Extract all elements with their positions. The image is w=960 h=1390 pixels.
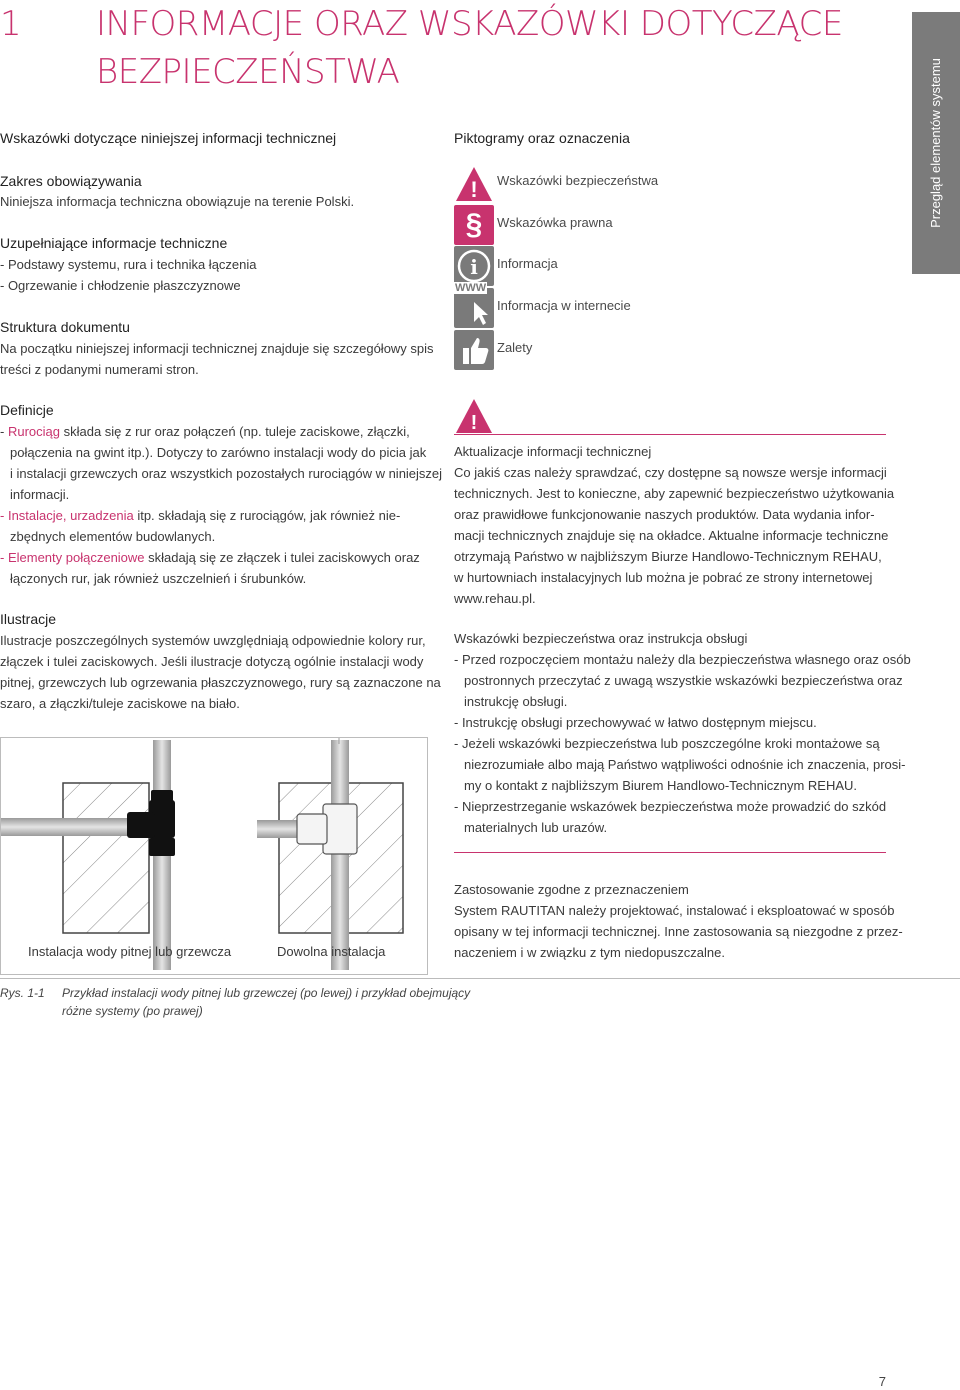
pictogram-row bbox=[454, 205, 494, 245]
pictogram-label: Informacja w internecie bbox=[497, 298, 631, 313]
definition-text: itp. składają się z rurociągów, jak również nie- bbox=[133, 508, 401, 523]
safety-item: - Jeżeli wskazówki bezpieczeństwa lub poszczególne kroki montażowe są bbox=[454, 736, 880, 751]
wall-left bbox=[63, 783, 149, 933]
safety-heading: Wskazówki bezpieczeństwa oraz instrukcja obsługi bbox=[454, 631, 748, 646]
illustrations-text: pitnej, grzewczych lub ogrzewania płaszczyznowego, rury są zaznaczone na bbox=[0, 675, 441, 690]
definition-term: Rurociąg bbox=[7, 424, 60, 439]
definition-bullet: - bbox=[0, 424, 8, 439]
intended-use-text: System RAUTITAN należy projektować, instalować i eksploatować w sposób bbox=[454, 903, 895, 918]
definition-text: składają się ze złączek i tulei zaciskowych oraz bbox=[144, 550, 420, 565]
installation-illustration bbox=[1, 738, 427, 974]
structure-text: treści z podanymi numerami stron. bbox=[0, 362, 199, 377]
svg-text:!: ! bbox=[470, 177, 478, 202]
figure-caption: różne systemy (po prawej) bbox=[62, 1004, 203, 1018]
definition-bullet: - bbox=[0, 550, 8, 565]
caption-divider bbox=[0, 978, 960, 979]
definition-bullet: - bbox=[0, 508, 8, 523]
figure-caption-id: Rys. 1-1 bbox=[0, 986, 45, 1000]
notes-heading: Wskazówki dotyczące niniejszej informacji technicznej bbox=[0, 130, 337, 146]
definition-item-2 bbox=[0, 505, 400, 526]
updates-text: otrzymają Państwo w najbliższym Biurze Handlowo-Technicznym REHAU, bbox=[454, 549, 882, 564]
safety-item: niezrozumiałe albo mają Państwo wątpliwości odnośnie ich znaczenia, prosi- bbox=[464, 757, 906, 772]
tee-fitting-white bbox=[323, 804, 357, 854]
sidebar-tab[interactable] bbox=[912, 12, 960, 274]
safety-item: - Instrukcję obsługi przechowywać w łatwo dostępnym miejscu. bbox=[454, 715, 817, 730]
updates-text: technicznych. Jest to konieczne, aby zapewnić bezpieczeństwo użytkowania bbox=[454, 486, 895, 501]
figure-frame bbox=[0, 737, 428, 975]
chapter-number: 1 bbox=[0, 4, 22, 44]
definition-text: połączenia na gwint itp.). Dotyczy to zarówno instalacji wody do picia jak bbox=[10, 445, 427, 460]
updates-link[interactable]: www.rehau.pl. bbox=[454, 591, 536, 606]
page-title-line1: INFORMACJE ORAZ WSKAZÓWKI DOTYCZĄCE bbox=[96, 4, 843, 44]
illustrations-text: złączek i tulei zaciskowych. Jeśli ilustracje dotyczą ogólnie instalacji wody bbox=[0, 654, 424, 669]
structure-text: Na początku niniejszej informacji technicznej znajduje się szczegółowy spis bbox=[0, 341, 434, 356]
figure-label-right: Dowolna instalacja bbox=[277, 944, 386, 959]
info-icon bbox=[454, 246, 494, 286]
updates-text: oraz prawidłowe funkcjonowanie naszych produktów. Data wydania infor- bbox=[454, 507, 875, 522]
warning-divider bbox=[454, 434, 886, 435]
definition-term: Instalacje, urzadzenia bbox=[7, 508, 134, 523]
safety-warning: - Nieprzestrzeganie wskazówek bezpieczeństwa może prowadzić do szkód bbox=[454, 799, 887, 814]
definitions-heading: Definicje bbox=[0, 402, 54, 418]
definition-text: informacji. bbox=[10, 487, 70, 502]
structure-heading: Struktura dokumentu bbox=[0, 319, 130, 335]
pictogram-label: Wskazówki bezpieczeństwa bbox=[497, 173, 659, 188]
safety-item: - Przed rozpoczęciem montażu należy dla bezpieczeństwa własnego oraz osób bbox=[454, 652, 911, 667]
pictogram-row bbox=[454, 246, 494, 286]
warning-icon bbox=[454, 398, 494, 439]
intended-use-text: naczeniem i w związku z tym niedopuszczalne. bbox=[454, 945, 725, 960]
pictogram-label: Wskazówka prawna bbox=[497, 215, 613, 230]
updates-text: Co jakiś czas należy sprawdzać, czy dostępne są nowsze wersje informacji bbox=[454, 465, 887, 480]
updates-text: macji technicznych znajduje się na okładce. Aktualne informacje techniczne bbox=[454, 528, 889, 543]
updates-text: w hurtowniach instalacyjnych lub można je pobrać ze strony internetowej bbox=[454, 570, 873, 585]
definition-text: składa się z rur oraz połączeń (np. tuleje zaciskowe, złączki, bbox=[59, 424, 410, 439]
figure-label-left: Instalacja wody pitnej lub grzewcza bbox=[28, 944, 232, 959]
safety-item: instrukcję obsługi. bbox=[464, 694, 568, 709]
pipe-vertical bbox=[331, 740, 349, 970]
figure-caption: Przykład instalacji wody pitnej lub grzewczej (po lewej) i przykład obejmujący bbox=[62, 986, 471, 1000]
definition-text: i instalacji grzewczych oraz wszystkich pozostałych rurociągów w niniejszej bbox=[10, 466, 443, 481]
definition-item-3 bbox=[0, 547, 420, 568]
pictograms-heading: Piktogramy oraz oznaczenia bbox=[454, 130, 630, 146]
definition-term: Elementy połączeniowe bbox=[7, 550, 145, 565]
safety-warning: materialnych lub urazów. bbox=[464, 820, 608, 835]
thumbs-up-icon bbox=[454, 330, 494, 370]
page-title-line2: BEZPIECZEŃSTWA bbox=[96, 52, 400, 92]
section-divider bbox=[454, 852, 886, 853]
intended-use-heading: Zastosowanie zgodne z przeznaczeniem bbox=[454, 882, 689, 897]
definition-item-1 bbox=[0, 421, 410, 442]
illustrations-text: szaro, a złączki/tuleje zaciskowe na biało. bbox=[0, 696, 240, 711]
scope-text: Niniejsza informacja techniczna obowiązuje na terenie Polski. bbox=[0, 194, 355, 209]
sidebar-tab-label: Przegląd elementów systemu bbox=[928, 58, 943, 228]
paragraph-icon: § bbox=[454, 205, 494, 245]
supplementary-item: - Podstawy systemu, rura i technika łączenia bbox=[0, 257, 257, 272]
scope-heading: Zakres obowiązywania bbox=[0, 173, 142, 189]
supplementary-item: - Ogrzewanie i chłodzenie płaszczyznowe bbox=[0, 278, 241, 293]
warning-icon bbox=[454, 164, 494, 204]
supplementary-heading: Uzupełniające informacje techniczne bbox=[0, 235, 228, 251]
safety-item: my o kontakt z najbliższym Biurem Handlowo-Technicznym REHAU. bbox=[464, 778, 858, 793]
www-icon bbox=[454, 282, 494, 328]
pictogram-row bbox=[454, 282, 494, 328]
illustrations-heading: Ilustracje bbox=[0, 611, 57, 627]
svg-text:!: ! bbox=[470, 412, 478, 434]
page-number: 7 bbox=[878, 1374, 886, 1389]
pictogram-label: Zalety bbox=[497, 340, 533, 355]
safety-item: postronnych przeczytać z uwagą wszystkie wskazówki bezpieczeństwa oraz bbox=[464, 673, 903, 688]
intended-use-text: opisany w tej informacji technicznej. Inne zastosowania są niezgodne z przez- bbox=[454, 924, 903, 939]
definition-text: łączonych rur, jak również uszczelnień i śrubunków. bbox=[10, 571, 307, 586]
www-icon-text: WWW bbox=[455, 282, 487, 294]
illustrations-text: Ilustracje poszczególnych systemów uwzględniają odpowiednie kolory rur, bbox=[0, 633, 426, 648]
pictogram-label: Informacja bbox=[497, 256, 558, 271]
svg-text:i: i bbox=[470, 255, 478, 279]
definition-text: zbędnych elementów budowlanych. bbox=[10, 529, 216, 544]
updates-heading: Aktualizacje informacji technicznej bbox=[454, 444, 652, 459]
pictogram-row bbox=[454, 164, 494, 204]
pictogram-row bbox=[454, 330, 494, 370]
